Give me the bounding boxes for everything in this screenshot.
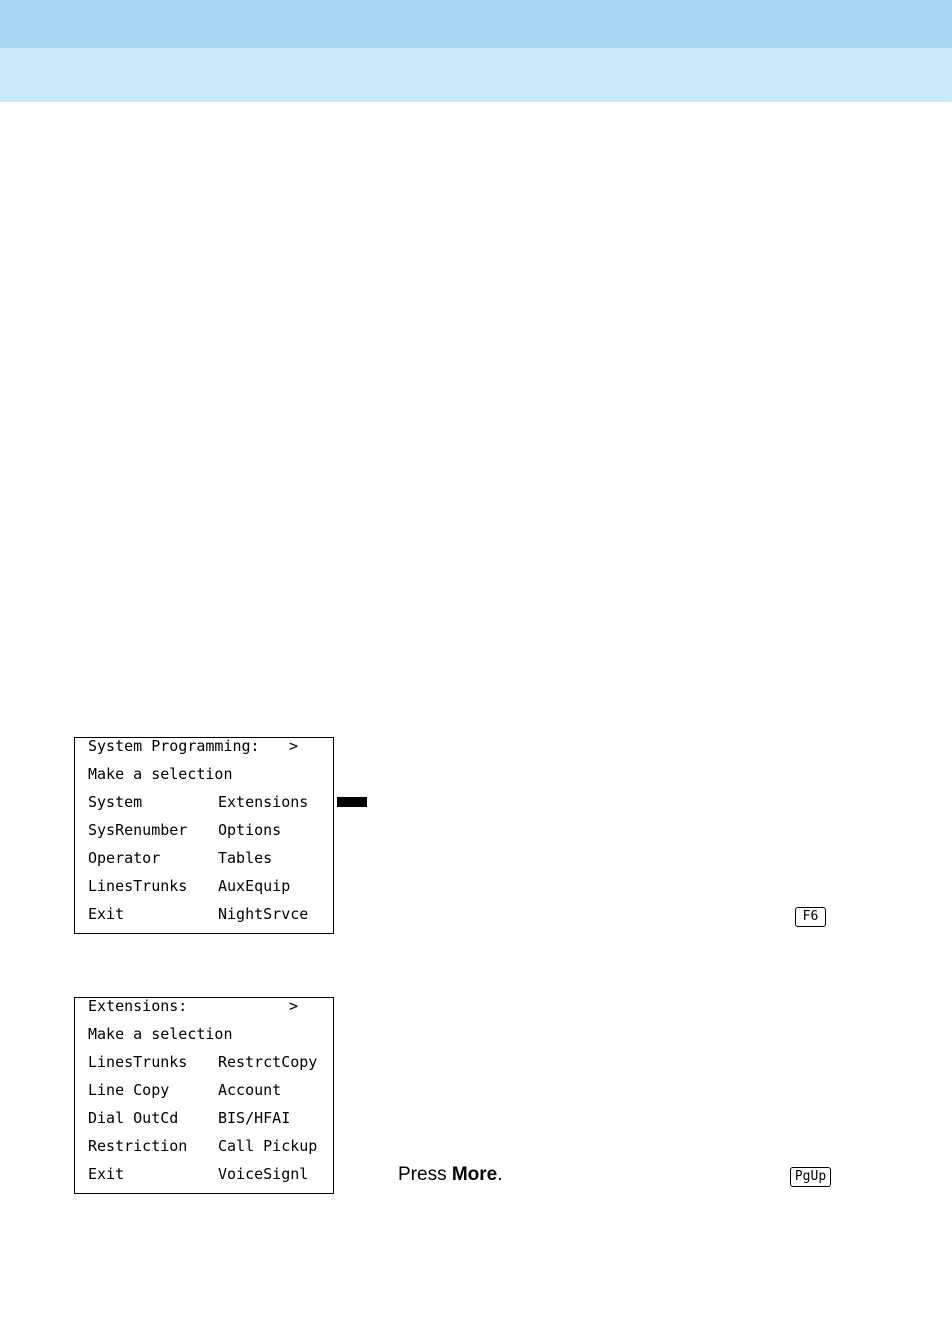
menu-option-nightsrvce[interactable]: NightSrvce [218,905,309,923]
instruction-prefix: Press [398,1164,452,1185]
menu-option-account[interactable]: Account [218,1081,282,1099]
menu-option-restriction[interactable]: Restriction [88,1137,188,1155]
screen-prompt: Make a selection [88,765,233,783]
screen-title: Extensions: [88,997,188,1015]
instruction-suffix: . [497,1164,503,1185]
more-indicator: > [289,997,299,1015]
screen-prompt: Make a selection [88,1025,233,1043]
more-indicator: > [289,737,299,755]
menu-option-linestrunks[interactable]: LinesTrunks [88,877,188,895]
menu-option-restrctcopy[interactable]: RestrctCopy [218,1053,318,1071]
menu-option-operator[interactable]: Operator [88,849,161,867]
menu-option-call-pickup[interactable]: Call Pickup [218,1137,318,1155]
menu-option-voicesignl[interactable]: VoiceSignl [218,1165,309,1183]
menu-option-bis-hfai[interactable]: BIS/HFAI [218,1109,291,1127]
menu-option-extensions[interactable]: Extensions [218,793,309,811]
menu-option-sysrenumber[interactable]: SysRenumber [88,821,188,839]
menu-option-line-copy[interactable]: Line Copy [88,1081,170,1099]
menu-option-exit[interactable]: Exit [88,1165,125,1183]
menu-option-system[interactable]: System [88,793,143,811]
instruction-press-more [398,1164,503,1186]
display-screen-extensions [74,997,334,1194]
menu-option-auxequip[interactable]: AuxEquip [218,877,291,895]
key-f6-icon[interactable]: F6 [795,907,826,927]
instruction-keyword: More [451,1164,498,1185]
header-band-top [0,0,952,48]
menu-option-linestrunks[interactable]: LinesTrunks [88,1053,188,1071]
key-pgup-icon[interactable]: PgUp [790,1167,831,1187]
header-band-second [0,48,952,102]
display-screen-system-programming [74,737,334,934]
menu-option-options[interactable]: Options [218,821,282,839]
menu-option-tables[interactable]: Tables [218,849,273,867]
menu-option-exit[interactable]: Exit [88,905,125,923]
menu-option-dial-outcd[interactable]: Dial OutCd [88,1109,179,1127]
selection-pointer-icon [337,797,367,807]
screen-title: System Programming: [88,737,260,755]
